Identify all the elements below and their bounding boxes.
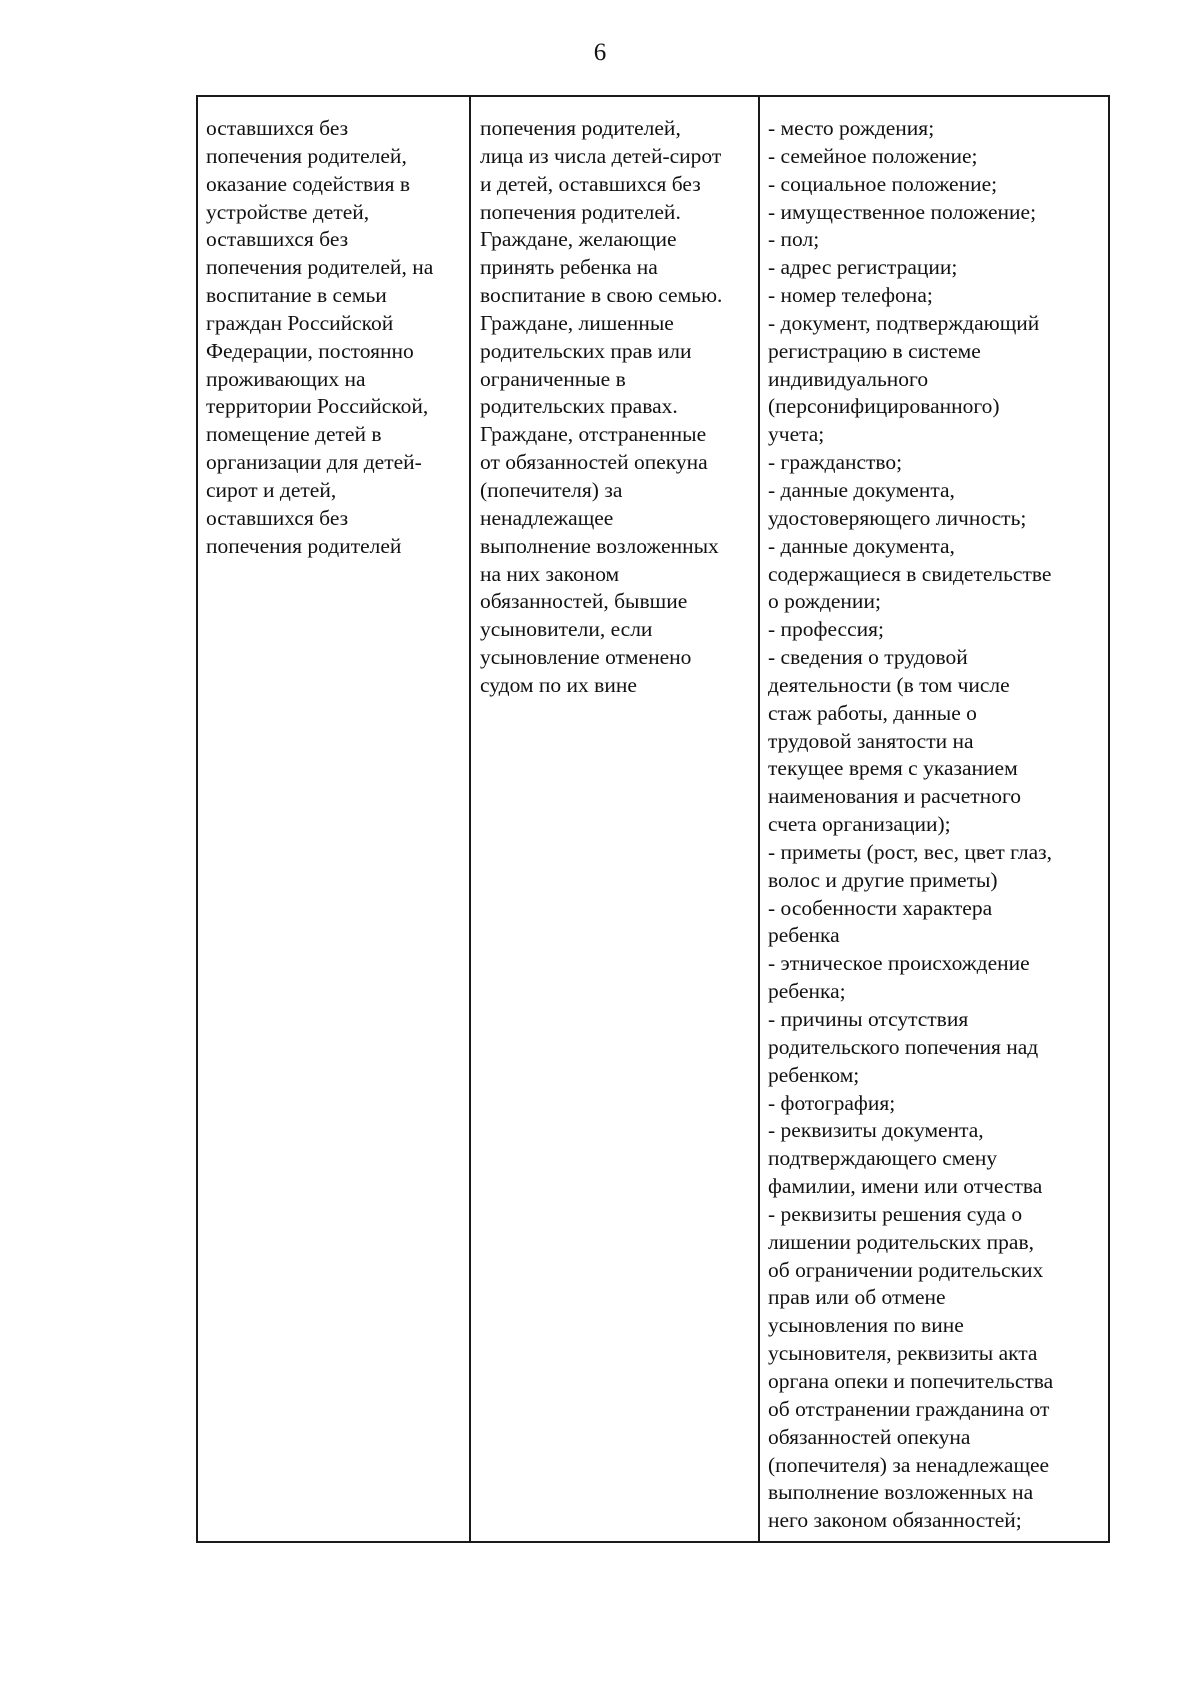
table-cell-line: - имущественное положение; <box>768 199 1037 224</box>
table-cell-line: оказание содействия в <box>206 171 411 196</box>
table-cell-line: подтверждающего смену <box>768 1146 998 1171</box>
table-cell-line: учета; <box>768 422 825 447</box>
table-cell-line: счета организации); <box>768 812 951 837</box>
table-cell-line: родительского попечения над <box>768 1034 1039 1059</box>
table-cell-line: попечения родителей <box>206 533 402 558</box>
table-cell-line: воспитание в свою семью. <box>480 283 723 308</box>
table-cell-line: деятельности (в том числе <box>768 672 1010 697</box>
table-column-data-list <box>760 97 1108 1541</box>
table-cell-line: - документ, подтверждающий <box>768 310 1040 335</box>
table-cell-line: - адрес регистрации; <box>768 255 958 280</box>
table-cell-line: выполнение возложенных <box>480 533 719 558</box>
table-cell-line: родительских правах. <box>480 394 678 419</box>
table-cell-line: выполнение возложенных на <box>768 1480 1034 1505</box>
table-cell-line: регистрацию в системе <box>768 338 981 363</box>
table-cell-line: органа опеки и попечительства <box>768 1368 1054 1393</box>
table-cell-line: родительских прав или <box>480 338 692 363</box>
data-table <box>196 95 1110 1543</box>
table-cell-line: попечения родителей, на <box>206 255 434 280</box>
table-cell-line: - реквизиты документа, <box>768 1118 984 1143</box>
table-cell-line: - этническое происхождение <box>768 951 1030 976</box>
table-cell-line: попечения родителей. <box>480 199 681 224</box>
table-cell-line: Граждане, желающие <box>480 227 677 252</box>
table-cell-line: сирот и детей, <box>206 477 337 502</box>
table-cell-line: ненадлежащее <box>480 505 614 530</box>
table-cell-line: обязанностей опекуна <box>768 1424 971 1449</box>
table-cell-line: оставшихся без <box>206 116 349 140</box>
table-cell-line: фамилии, имени или отчества <box>768 1174 1043 1199</box>
table-cell-line: - пол; <box>768 227 820 252</box>
table-cell-line: лица из числа детей-сирот <box>480 143 722 168</box>
table-cell-line: попечения родителей, <box>480 116 681 140</box>
table-cell-line: - сведения о трудовой <box>768 645 968 670</box>
table-cell-line: ребенка <box>768 923 840 948</box>
table-cell-line: наименования и расчетного <box>768 784 1021 809</box>
table-cell-line: на них законом <box>480 561 620 586</box>
table-cell-line: - реквизиты решения суда о <box>768 1201 1023 1226</box>
table-cell-line: - место рождения; <box>768 116 935 140</box>
table-cell-line: - номер телефона; <box>768 283 933 308</box>
table-cell-line: о рождении; <box>768 589 881 614</box>
table-cell-line: принять ребенка на <box>480 255 658 280</box>
table-cell-line: трудовой занятости на <box>768 728 974 753</box>
table-cell-line: - семейное положение; <box>768 143 978 168</box>
table-cell-line: - гражданство; <box>768 450 903 475</box>
table-cell-line: - приметы (рост, вес, цвет глаз, <box>768 839 1053 864</box>
table-cell-line: - профессия; <box>768 617 885 642</box>
table-cell-line: Граждане, лишенные <box>480 310 674 335</box>
table-cell-line: усыновители, если <box>480 617 653 642</box>
table-cell-line: - фотография; <box>768 1090 896 1115</box>
table-cell-line: усыновления по вине <box>768 1313 964 1338</box>
table-cell-line: - социальное положение; <box>768 171 998 196</box>
table-cell-line: усыновителя, реквизиты акта <box>768 1341 1038 1366</box>
table-cell-line: (персонифицированного) <box>768 394 1000 419</box>
table-cell-line: прав или об отмене <box>768 1285 946 1310</box>
table-column-subjects <box>471 97 760 1541</box>
table-cell-line: лишении родительских прав, <box>768 1229 1034 1254</box>
table-cell-line: индивидуального <box>768 366 929 391</box>
table-cell-line: организации для детей- <box>206 450 422 475</box>
table-cell-line: (попечителя) за ненадлежащее <box>768 1452 1050 1477</box>
table-cell-line: Граждане, отстраненные <box>480 422 707 447</box>
table-cell-line: от обязанностей опекуна <box>480 450 708 475</box>
table-cell-line: - данные документа, <box>768 477 955 502</box>
table-cell-line: содержащиеся в свидетельстве <box>768 561 1052 586</box>
table-cell-line: удостоверяющего личность; <box>768 505 1027 530</box>
table-cell-line: граждан Российской <box>206 310 394 335</box>
table-cell-line: об отстранении гражданина от <box>768 1396 1050 1421</box>
table-cell-line: воспитание в семьи <box>206 283 387 308</box>
table-cell-line: оставшихся без <box>206 505 349 530</box>
table-cell-line: ребенка; <box>768 979 846 1004</box>
page-number: 6 <box>593 39 607 66</box>
table-cell-line: территории Российской, <box>206 394 429 419</box>
table-cell-line: судом по их вине <box>480 672 637 697</box>
table-cell-line: усыновление отменено <box>480 645 692 670</box>
table-cell-line: - особенности характера <box>768 895 993 920</box>
table-cell-line: него законом обязанностей; <box>768 1508 1022 1533</box>
table-cell-line: текущее время с указанием <box>768 756 1018 781</box>
table-cell-line: обязанностей, бывшие <box>480 589 688 614</box>
table-cell-line: - причины отсутствия <box>768 1007 969 1031</box>
table-cell-line: ограниченные в <box>480 366 626 391</box>
table-cell-line: оставшихся без <box>206 227 349 252</box>
table-cell-line: и детей, оставшихся без <box>480 171 701 196</box>
table-cell-line: устройстве детей, <box>206 199 370 224</box>
table-column-purpose <box>198 97 471 1541</box>
table-cell-line: (попечителя) за <box>480 477 623 502</box>
table-cell-line: проживающих на <box>206 366 366 391</box>
table-cell-line: Федерации, постоянно <box>206 338 414 363</box>
table-cell-line: волос и другие приметы) <box>768 867 998 892</box>
table-cell-line: об ограничении родительских <box>768 1257 1044 1282</box>
table-cell-line: попечения родителей, <box>206 143 407 168</box>
table-cell-line: помещение детей в <box>206 422 382 447</box>
table-cell-line: - данные документа, <box>768 533 955 558</box>
table-cell-line: стаж работы, данные о <box>768 700 977 725</box>
table-cell-line: ребенком; <box>768 1062 860 1087</box>
